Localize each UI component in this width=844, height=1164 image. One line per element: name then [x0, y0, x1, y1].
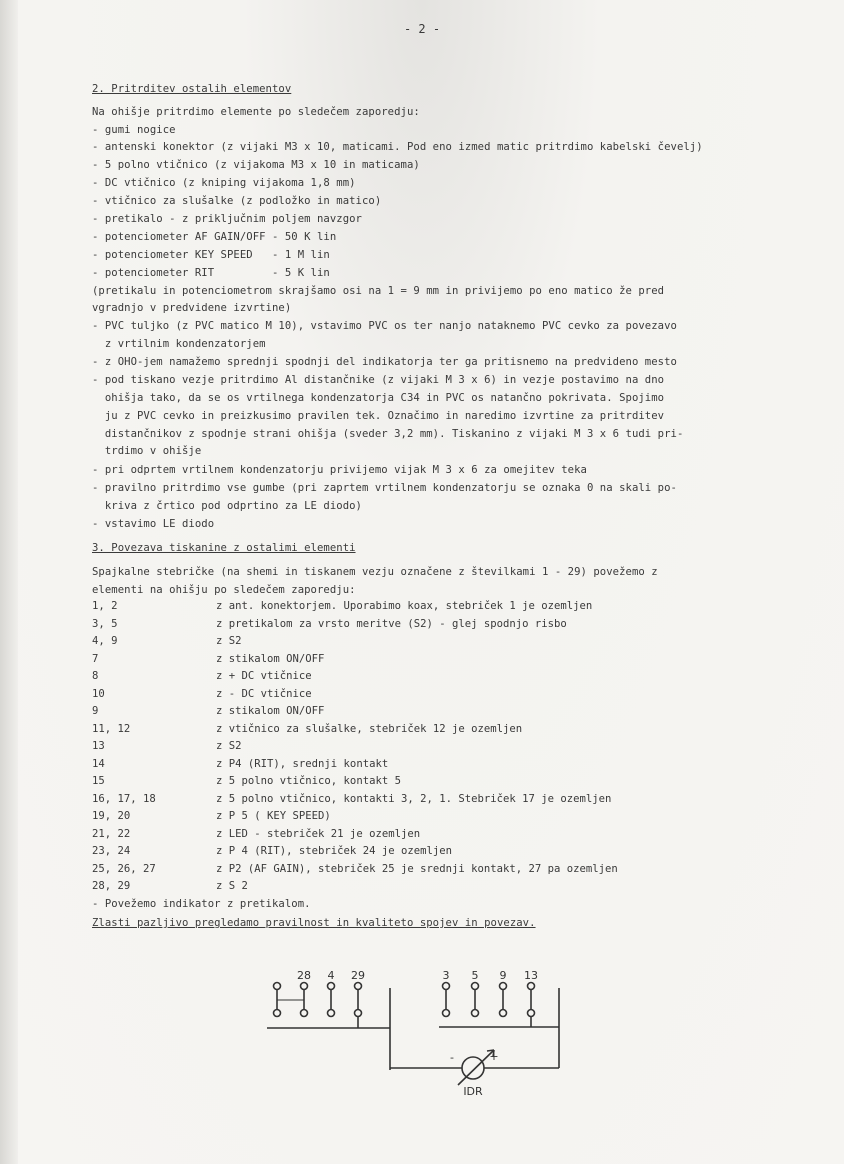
terminal-bottom: [500, 1010, 507, 1017]
terminal-bottom: [328, 1010, 335, 1017]
terminal-label: 9: [499, 969, 507, 982]
section2-list-item: - 5 polno vtičnico (z vijakoma M3 x 10 in maticama): [92, 159, 420, 171]
connection-desc: z S2: [216, 740, 242, 752]
connection-desc: z P 4 (RIT), stebriček 24 je ozemljen: [216, 845, 452, 857]
terminal-bottom: [443, 1010, 450, 1017]
connection-pins: 7: [92, 652, 99, 665]
section2-list-item: - z OHO-jem namažemo sprednji spodnji del indikatorja ter ga pritisnemo na predvideno mesto: [92, 356, 677, 368]
section3-intro-1: Spajkalne stebričke (na shemi in tiskanem vezju označene z številkami 1 - 29) povežemo z: [92, 566, 658, 578]
connection-desc: z P2 (AF GAIN), stebriček 25 je srednji kontakt, 27 pa ozemljen: [216, 862, 618, 875]
terminal-label: 5: [471, 969, 479, 982]
meter-label: IDR: [463, 1085, 483, 1098]
connection-desc: z + DC vtičnice: [216, 670, 312, 682]
section2-list-item: (pretikalu in potenciometrom skrajšamo osi na 1 = 9 mm in privijemo po eno matico že pred: [92, 285, 665, 297]
connection-pins: 3, 5: [92, 617, 118, 630]
section2-list-item: ohišja tako, da se os vrtilnega kondenzatorja C34 in PVC os natančno pokrivata. Spojimo: [92, 392, 665, 404]
section2-list-item: kriva z črtico pod odprtino za LE diodo): [92, 500, 362, 512]
connection-desc: z S 2: [216, 880, 248, 892]
section3-warning: Zlasti pazljivo pregledamo pravilnost in kvaliteto spojev in povezav.: [92, 917, 536, 929]
section3-note: - Povežemo indikator z pretikalom.: [92, 898, 311, 910]
connection-pins: 14: [92, 757, 105, 770]
section2-list-item: - pod tiskano vezje pritrdimo Al distančnike (z vijaki M 3 x 6) in vezje postavimo na dno: [92, 374, 665, 386]
section2-list-item: - antenski konektor (z vijaki M3 x 10, maticami. Pod eno izmed matic pritrdimo kabelski čevelj): [92, 141, 703, 153]
section2-list-item: - PVC tuljko (z PVC matico M 10), vstavimo PVC os ter nanjo nataknemo PVC cevko za povezavo: [92, 320, 677, 332]
terminal-top: [328, 983, 335, 990]
section2-list-item: - potenciometer AF GAIN/OFF - 50 K lin: [92, 231, 337, 243]
section3-heading: 3. Povezava tiskanine z ostalimi elementi: [92, 542, 356, 554]
section2-list-item: trdimo v ohišje: [92, 445, 202, 457]
connection-pins: 9: [92, 705, 99, 717]
terminal-top: [274, 983, 281, 990]
connection-desc: z P 5 ( KEY SPEED): [216, 810, 331, 822]
terminal-top: [472, 983, 479, 990]
connection-pins: 28, 29: [92, 880, 131, 892]
connection-desc: z 5 polno vtičnico, kontakti 3, 2, 1. Stebriček 17 je ozemljen: [216, 792, 612, 805]
section2-list-item: - vstavimo LE diodo: [92, 518, 215, 530]
connection-desc: z LED - stebriček 21 je ozemljen: [216, 827, 421, 840]
connection-pins: 25, 26, 27: [92, 862, 156, 875]
connection-desc: z vtičnico za slušalke, stebriček 12 je ozemljen: [216, 722, 523, 735]
terminal-label: 4: [327, 969, 335, 982]
terminal-top: [528, 983, 535, 990]
connection-desc: z P4 (RIT), srednji kontakt: [216, 757, 389, 770]
terminal-top: [443, 983, 450, 990]
connection-pins: 8: [92, 670, 99, 682]
connection-pins: 1, 2: [92, 600, 118, 612]
connection-desc: z S2: [216, 635, 242, 647]
meter-icon: [462, 1057, 484, 1079]
section2-list-item: distančnikov z spodnje strani ohišja (sveder 3,2 mm). Tiskanino z vijaki M 3 x 6 tudi pri-: [92, 428, 684, 440]
section2-list-item: - DC vtičnico (z kniping vijakoma 1,8 mm): [92, 177, 356, 189]
terminal-bottom: [301, 1010, 308, 1017]
connection-desc: z ant. konektorjem. Uporabimo koax, stebriček 1 je ozemljen: [216, 600, 593, 612]
terminal-bottom: [355, 1010, 362, 1017]
connection-desc: z stikalom ON/OFF: [216, 652, 325, 665]
section2-list-item: - potenciometer RIT - 5 K lin: [92, 267, 330, 279]
connection-pins: 23, 24: [92, 845, 131, 857]
connection-pins: 16, 17, 18: [92, 792, 156, 805]
minus-sign: -: [450, 1051, 454, 1064]
section3-intro-2: elementi na ohišju po sledečem zaporedju:: [92, 584, 356, 596]
section2-heading: 2. Pritrditev ostalih elementov: [92, 83, 292, 95]
connection-desc: z - DC vtičnice: [216, 687, 312, 700]
terminal-label: 3: [442, 969, 450, 982]
terminal-label: 13: [524, 969, 538, 982]
terminal-bottom: [472, 1010, 479, 1017]
section2-intro: Na ohišje pritrdimo elemente po sledečem zaporedju:: [92, 106, 420, 118]
section2-list-item: - pravilno pritrdimo vse gumbe (pri zaprtem vrtilnem kondenzatorju se oznaka 0 na skali po-: [92, 482, 677, 494]
connection-pins: 4, 9: [92, 635, 118, 647]
section2-list-item: z vrtilnim kondenzatorjem: [92, 338, 266, 350]
connection-desc: z 5 polno vtičnico, kontakt 5: [216, 775, 401, 787]
section2-list-item: vgradnjo v predvidene izvrtine): [92, 302, 292, 314]
connection-desc: z stikalom ON/OFF: [216, 705, 325, 717]
section2-list-item: ju z PVC cevko in preizkusimo pravilen tek. Označimo in naredimo izvrtine za pritrditev: [92, 410, 665, 422]
connection-desc: z pretikalom za vrsto meritve (S2) - glej spodnjo risbo: [216, 617, 567, 630]
connection-pins: 15: [92, 775, 105, 787]
terminal-label: 28: [297, 969, 311, 982]
terminal-bottom: [274, 1010, 281, 1017]
connection-pins: 11, 12: [92, 722, 131, 735]
section2-list-item: - pretikalo - z priključnim poljem navzgor: [92, 213, 362, 225]
connection-pins: 21, 22: [92, 827, 131, 840]
section2-list-item: - pri odprtem vrtilnem kondenzatorju privijemo vijak M 3 x 6 za omejitev teka: [92, 464, 587, 476]
connection-pins: 10: [92, 687, 105, 700]
terminal-top: [500, 983, 507, 990]
terminal-label: 29: [351, 969, 365, 982]
terminal-top: [355, 983, 362, 990]
terminal-bottom: [528, 1010, 535, 1017]
section2-list-item: - gumi nogice: [92, 124, 176, 136]
page-number: - 2 -: [403, 22, 441, 36]
connection-pins: 19, 20: [92, 810, 131, 822]
terminal-top: [301, 983, 308, 990]
section2-list-item: - vtičnico za slušalke (z podložko in matico): [92, 195, 382, 207]
section2-list-item: - potenciometer KEY SPEED - 1 M lin: [92, 249, 330, 261]
plus-sign: +: [489, 1050, 499, 1063]
connection-pins: 13: [92, 740, 105, 752]
